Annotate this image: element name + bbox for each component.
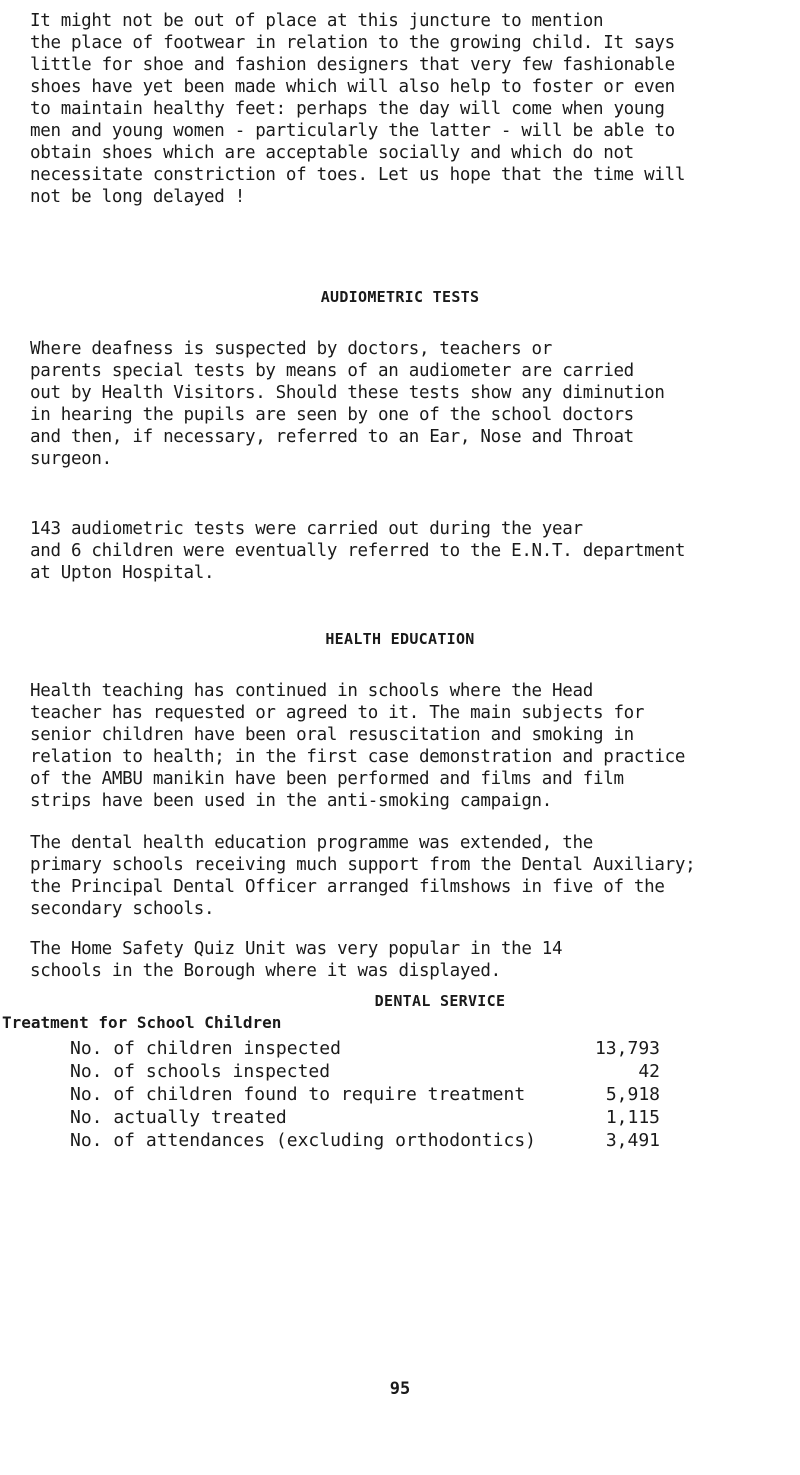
health-education-paragraph-2: The dental health education programme was extended, the primary schools receiving much support from the Dental Auxiliary; the Principal Dental Officer arranged filmshows in five of the secondary schools. [30,833,696,919]
page-number: 95 [389,1379,411,1399]
table-row [70,1037,660,1060]
row-label: No. of children found to require treatment [70,1084,526,1105]
row-label: No. of schools inspected [70,1061,331,1082]
dental-statistics-table [70,1037,660,1152]
health-education-paragraph-3: The Home Safety Quiz Unit was very popular in the 14 schools in the Borough where it was displayed. [30,939,563,981]
audiometric-paragraph-1: Where deafness is suspected by doctors, teachers or parents special tests by means of an audiometer are carried out by Health Visitors. Should these tests show any diminution in hearing the pupils are seen by one of the school doctors and then, if necessary, referred to an Ear, Nose and Throat surgeon. [30,339,665,469]
row-value: 1,115 [605,1107,660,1128]
health-education-heading: HEALTH EDUCATION [325,630,475,648]
table-row [70,1083,660,1106]
dental-service-heading: DENTAL SERVICE [374,992,506,1010]
row-value: 3,491 [605,1130,660,1151]
audiometric-paragraph-2: 143 audiometric tests were carried out during the year and 6 children were eventually referred to the E.N.T. department at Upton Hospital. [30,519,686,583]
row-value: 5,918 [605,1084,660,1105]
footwear-paragraph: It might not be out of place at this juncture to mention the place of footwear in relation to the growing child. It says little for shoe and fashion designers that very few fashionable shoes have yet been made which will also help to foster or even to maintain healthy feet: perhaps the day will come when young men and young women - particularly the latter - will be able to obtain shoes which are acceptable socially and which do not necessitate constriction of toes. Let us hope that the time will not be long delayed ! [30,11,686,207]
table-row [70,1129,660,1152]
row-label: No. actually treated [70,1107,287,1128]
dental-service-subheading: Treatment for School Children [2,1013,282,1032]
row-label: No. of children inspected [70,1038,341,1059]
table-row [70,1106,660,1129]
row-label: No. of attendances (excluding orthodontics) [70,1130,536,1151]
row-value: 13,793 [594,1038,660,1059]
health-education-paragraph-1: Health teaching has continued in schools where the Head teacher has requested or agreed to it. The main subjects for senior children have been oral resuscitation and smoking in relation to health; in the first case demonstration and practice of the AMBU manikin have been performed and films and film strips have been used in the anti-smoking campaign. [30,681,686,811]
table-row [70,1060,660,1083]
row-value: 42 [638,1061,660,1082]
audiometric-tests-heading: AUDIOMETRIC TESTS [320,288,480,306]
